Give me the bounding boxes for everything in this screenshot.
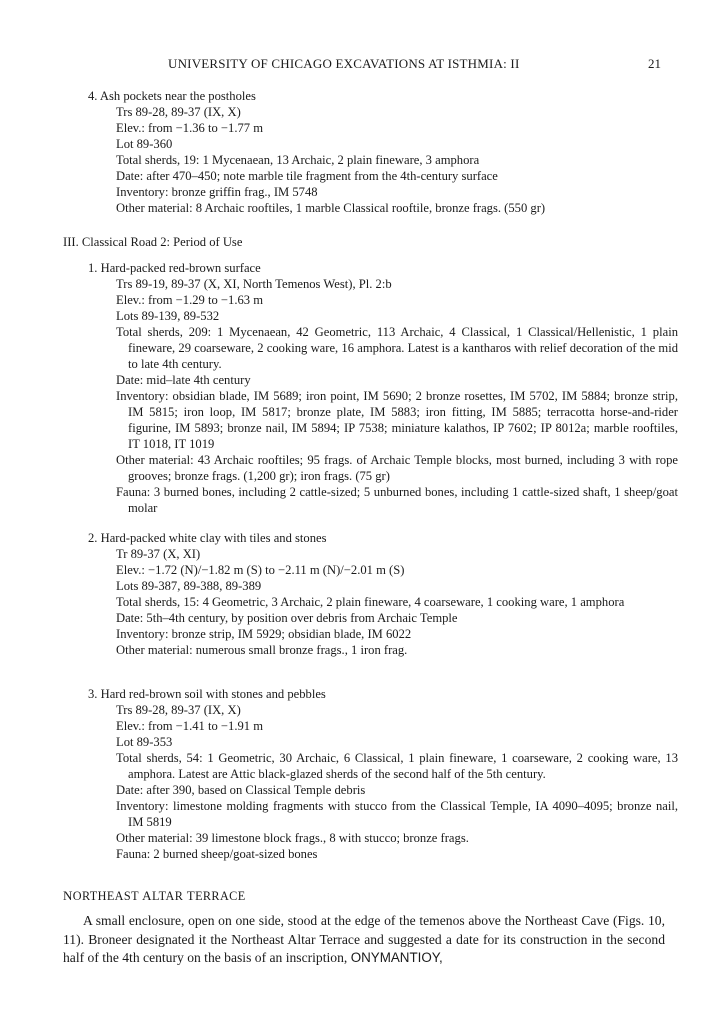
field-elevation: Elev.: −1.72 (N)/−1.82 m (S) to −2.11 m (N)/−2.01 m (S) [116, 563, 405, 577]
field-inventory: Inventory: bronze griffin frag., IM 5748 [116, 185, 318, 199]
field-inventory: Inventory: bronze strip, IM 5929; obsidian blade, IM 6022 [116, 627, 412, 641]
field-lots: Lots 89-139, 89-532 [116, 309, 220, 323]
item-title: 2. Hard-packed white clay with tiles and stones [88, 531, 327, 545]
field-date: Date: after 390, based on Classical Temple debris [116, 783, 366, 797]
field-total-sherds: Total sherds, 54: 1 Geometric, 30 Archaic, 6 Classical, 1 plain fineware, 1 coarseware, 2 cooking ware, 13 amphora. Latest are Attic black-glazed sherds of the second half of the 5th century. [116, 751, 678, 781]
item-title: 4. Ash pockets near the postholes [88, 89, 256, 103]
section-heading: III. Classical Road 2: Period of Use [63, 235, 243, 249]
paragraph-text: A small enclosure, open on one side, stood at the edge of the temenos above the Northeast Cave (Figs. 10, 11). Broneer designated it the Northeast Altar Terrace and suggested a date for its construction in the second half of the 4th century on the basis of an inscription, [63, 913, 665, 965]
field-trench: Tr 89-37 (X, XI) [116, 547, 201, 561]
field-date: Date: 5th–4th century, by position over debris from Archaic Temple [116, 611, 458, 625]
greek-inscription: ONYMANTIOY, [350, 950, 443, 965]
field-trenches: Trs 89-28, 89-37 (IX, X) [116, 703, 241, 717]
field-inventory: Inventory: limestone molding fragments with stucco from the Classical Temple, IA 4090–4095; bronze nail, IM 5819 [116, 799, 678, 829]
field-elevation: Elev.: from −1.41 to −1.91 m [116, 719, 264, 733]
field-total-sherds: Total sherds, 19: 1 Mycenaean, 13 Archaic, 2 plain fineware, 3 amphora [116, 153, 480, 167]
field-lot: Lot 89-360 [116, 137, 173, 151]
field-date: Date: after 470–450; note marble tile fragment from the 4th-century surface [116, 169, 498, 183]
field-lot: Lot 89-353 [116, 735, 173, 749]
field-inventory: Inventory: obsidian blade, IM 5689; iron point, IM 5690; 2 bronze rosettes, IM 5702, IM 5884; bronze strip, IM 5815; iron loop, IM 5817; bronze plate, IM 5883; iron fitting, IM 5885; terracotta horse-and-rider figurine, IM 5893; bronze nail, IM 5894; IP 7538; miniature kalathos, IP 7602; IP 8012a; marble rooftiles, IT 1018, IT 1019 [116, 389, 678, 451]
field-fauna: Fauna: 3 burned bones, including 2 cattle-sized; 5 unburned bones, including 1 cattle-sized shaft, 1 sheep/goat molar [116, 485, 678, 515]
field-elevation: Elev.: from −1.36 to −1.77 m [116, 121, 264, 135]
field-trenches: Trs 89-28, 89-37 (IX, X) [116, 105, 241, 119]
page-number: 21 [648, 56, 661, 71]
deposit-item-2 [88, 530, 678, 658]
deposit-item-1 [88, 260, 678, 516]
deposit-item-3 [88, 686, 678, 862]
field-other-material: Other material: 39 limestone block frags., 8 with stucco; bronze frags. [116, 831, 469, 845]
body-paragraph [63, 912, 665, 968]
field-total-sherds: Total sherds, 15: 4 Geometric, 3 Archaic, 2 plain fineware, 4 coarseware, 1 cooking ware, 1 amphora [116, 595, 625, 609]
field-date: Date: mid–late 4th century [116, 373, 251, 387]
field-total-sherds: Total sherds, 209: 1 Mycenaean, 42 Geometric, 113 Archaic, 4 Classical, 1 Classical/Hellenistic, 1 plain fineware, 29 coarseware, 2 cooking ware, 16 amphora. Latest is a kantharos with relief decoration of the mid to late 4th century. [116, 325, 678, 371]
subsection-heading: NORTHEAST ALTAR TERRACE [63, 888, 246, 903]
field-other-material: Other material: 8 Archaic rooftiles, 1 marble Classical rooftile, bronze frags. (550 gr) [116, 201, 546, 215]
field-lots: Lots 89-387, 89-388, 89-389 [116, 579, 262, 593]
field-fauna: Fauna: 2 burned sheep/goat-sized bones [116, 847, 318, 861]
item-title: 3. Hard red-brown soil with stones and pebbles [88, 687, 326, 701]
deposit-item-4 [88, 88, 678, 216]
field-other-material: Other material: 43 Archaic rooftiles; 95 frags. of Archaic Temple blocks, most burned, including 3 with rope grooves; bronze frags. (1,200 gr); iron frags. (75 gr) [116, 453, 678, 483]
field-other-material: Other material: numerous small bronze frags., 1 iron frag. [116, 643, 408, 657]
running-head: UNIVERSITY OF CHICAGO EXCAVATIONS AT ISTHMIA: II [168, 56, 520, 71]
item-title: 1. Hard-packed red-brown surface [88, 261, 261, 275]
field-elevation: Elev.: from −1.29 to −1.63 m [116, 293, 264, 307]
field-trenches: Trs 89-19, 89-37 (X, XI, North Temenos West), Pl. 2:b [116, 277, 392, 291]
